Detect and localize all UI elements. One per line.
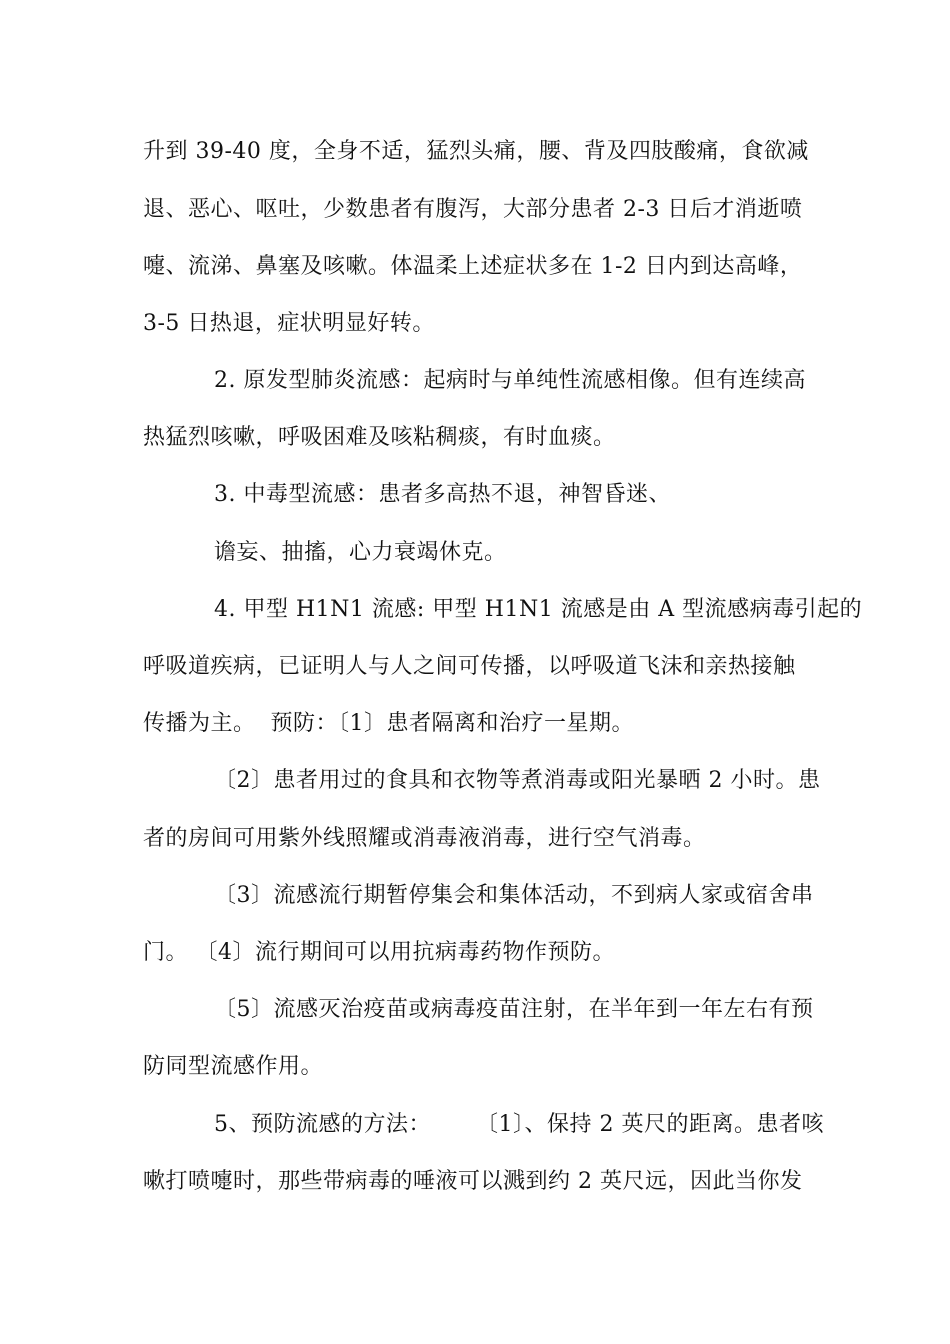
text-line-5: 2. 原发型肺炎流感：起病时与单纯性流感相像。但有连续高 — [214, 368, 806, 393]
text-line-16: 〔5〕流感灭治疫苗或病毒疫苗注射，在半年到一年左右有预 — [214, 997, 814, 1022]
text-line-9: 4. 甲型 H1N1 流感: 甲型 H1N1 流感是由 A 型流感病毒引起的 — [214, 597, 863, 622]
text-line-12: 〔2〕患者用过的食具和衣物等煮消毒或阳光暴晒 2 小时。患 — [214, 768, 821, 793]
text-line-10: 呼吸道疾病，已证明人与人之间可传播，以呼吸道飞沫和亲热接触 — [143, 654, 796, 679]
text-line-3: 嚏、流涕、鼻塞及咳嗽。体温柔上述症状多在 1-2 日内到达高峰， — [143, 254, 803, 279]
text-line-2: 退、恶心、呕吐，少数患者有腹泻，大部分患者 2-3 日后才消逝喷 — [143, 197, 803, 222]
text-line-8: 谵妄、抽搐，心力衰竭休克。 — [214, 540, 507, 565]
text-line-11: 传播为主。 预防：〔1〕患者隔离和治疗一星期。 — [143, 711, 634, 736]
text-line-1: 升到 39-40 度，全身不适，猛烈头痛，腰、背及四肢酸痛，食欲减 — [143, 139, 809, 164]
text-line-19: 嗽打喷嚏时，那些带病毒的唾液可以溅到约 2 英尺远，因此当你发 — [143, 1169, 803, 1194]
text-line-7: 3. 中毒型流感：患者多高热不退，神智昏迷、 — [214, 482, 671, 507]
text-line-6: 热猛烈咳嗽，呼吸困难及咳粘稠痰，有时血痰。 — [143, 425, 616, 450]
text-line-18: 5、预防流感的方法： 〔1〕、保持 2 英尺的距离。患者咳 — [214, 1112, 824, 1137]
text-line-4: 3-5 日热退，症状明显好转。 — [143, 311, 435, 336]
text-line-14: 〔3〕流感流行期暂停集会和集体活动，不到病人家或宿舍串 — [214, 883, 814, 908]
text-line-15: 门。 〔4〕流行期间可以用抗病毒药物作预防。 — [143, 940, 615, 965]
text-line-13: 者的房间可用紫外线照耀或消毒液消毒，进行空气消毒。 — [143, 826, 706, 851]
text-line-17: 防同型流感作用。 — [143, 1054, 324, 1079]
